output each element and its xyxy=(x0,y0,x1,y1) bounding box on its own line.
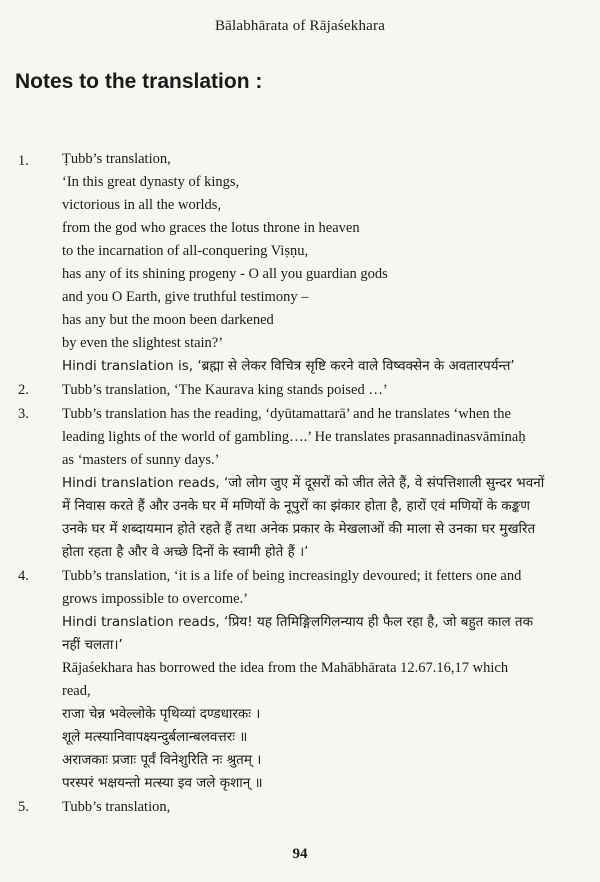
note-number: 4. xyxy=(18,568,29,584)
note-line-hindi: Hindi translation reads, ‘जो लोग जुए में दूसरों को जीत लेते हैं, वे संपत्तिशाली सुन्दर भवनों xyxy=(62,475,545,491)
note-line: leading lights of the world of gambling….’ He translates prasannadinasvāminaḥ xyxy=(62,429,526,445)
notes-list xyxy=(18,148,588,819)
note-line: has any but the moon been darkened xyxy=(62,312,274,328)
note-line: as ‘masters of sunny days.’ xyxy=(62,452,220,468)
note-5 xyxy=(18,796,588,819)
note-2 xyxy=(18,379,588,402)
note-line: Tubb’s translation has the reading, ‘dyūtamattarā’ and he translates ‘when the xyxy=(62,406,511,422)
note-line: read, xyxy=(62,683,91,699)
note-line: and you O Earth, give truthful testimony – xyxy=(62,289,309,305)
note-line: Tubb’s translation, ‘it is a life of being increasingly devoured; it fetters one and xyxy=(62,568,522,584)
note-number: 5. xyxy=(18,799,29,815)
page-number: 94 xyxy=(292,846,308,862)
note-line-hindi: में निवास करते हैं और उनके घर में मणियों के नूपुरों का झंकार होता है, हारों एवं मणियों के कङ्कण xyxy=(62,498,530,514)
note-3 xyxy=(18,403,588,564)
note-line: Ṭubb’s translation, xyxy=(62,151,171,167)
note-line: victorious in all the worlds, xyxy=(62,197,222,213)
section-title: Notes to the translation : xyxy=(15,70,263,93)
sanskrit-verse-line: शूले मत्स्यानिवापक्ष्यन्दुर्बलान्बलवत्तरः ॥ xyxy=(62,729,248,745)
note-number: 3. xyxy=(18,406,29,422)
note-number: 2. xyxy=(18,382,29,398)
note-line-hindi: Hindi translation reads, ‘प्रिय! यह तिमिङ्गिलगिलन्याय ही फैल रहा है, जो बहुत काल तक xyxy=(62,614,533,630)
note-line: by even the slightest stain?’ xyxy=(62,335,224,351)
note-line-hindi: नहीं चलता।’ xyxy=(62,637,123,653)
note-line: to the incarnation of all-conquering Viṣṇu, xyxy=(62,243,309,259)
note-line-hindi: होता रहता है और वे अच्छे दिनों के स्वामी होते हैं ।’ xyxy=(62,544,309,560)
note-number: 1. xyxy=(18,153,29,169)
sanskrit-verse-line: राजा चेन्न भवेल्लोके पृथिव्यां दण्डधारकः । xyxy=(62,706,261,722)
note-line: has any of its shining progeny - O all you guardian gods xyxy=(62,266,388,282)
note-line-hindi: उनके घर में शब्दायमान होते रहते हैं तथा अनेक प्रकार के मेखलाओं की माला से उनका घर मुखरित xyxy=(62,521,536,537)
sanskrit-verse-line: परस्परं भक्षयन्तो मत्स्या इव जले कृशान् ॥ xyxy=(62,775,263,791)
note-4 xyxy=(18,565,588,795)
running-head: Bālabhārata of Rājaśekhara xyxy=(214,18,386,34)
note-line-hindi: Hindi translation is, ‘ब्रह्मा से लेकर विचित्र सृष्टि करने वाले विष्वक्सेन के अवतारपर्यन्त’ xyxy=(62,358,515,374)
note-1 xyxy=(18,148,588,378)
note-line: from the god who graces the lotus throne in heaven xyxy=(62,220,360,236)
sanskrit-verse-line: अराजकाः प्रजाः पूर्वं विनेशुरिति नः श्रुतम् । xyxy=(62,752,262,768)
note-line: Rājaśekhara has borrowed the idea from the Mahābhārata 12.67.16,17 which xyxy=(62,660,509,676)
note-line: Tubb’s translation, ‘The Kaurava king stands poised …’ xyxy=(62,382,388,398)
note-line: ‘In this great dynasty of kings, xyxy=(62,174,240,190)
note-line: grows impossible to overcome.’ xyxy=(62,591,249,607)
note-line: Tubb’s translation, xyxy=(62,799,171,815)
